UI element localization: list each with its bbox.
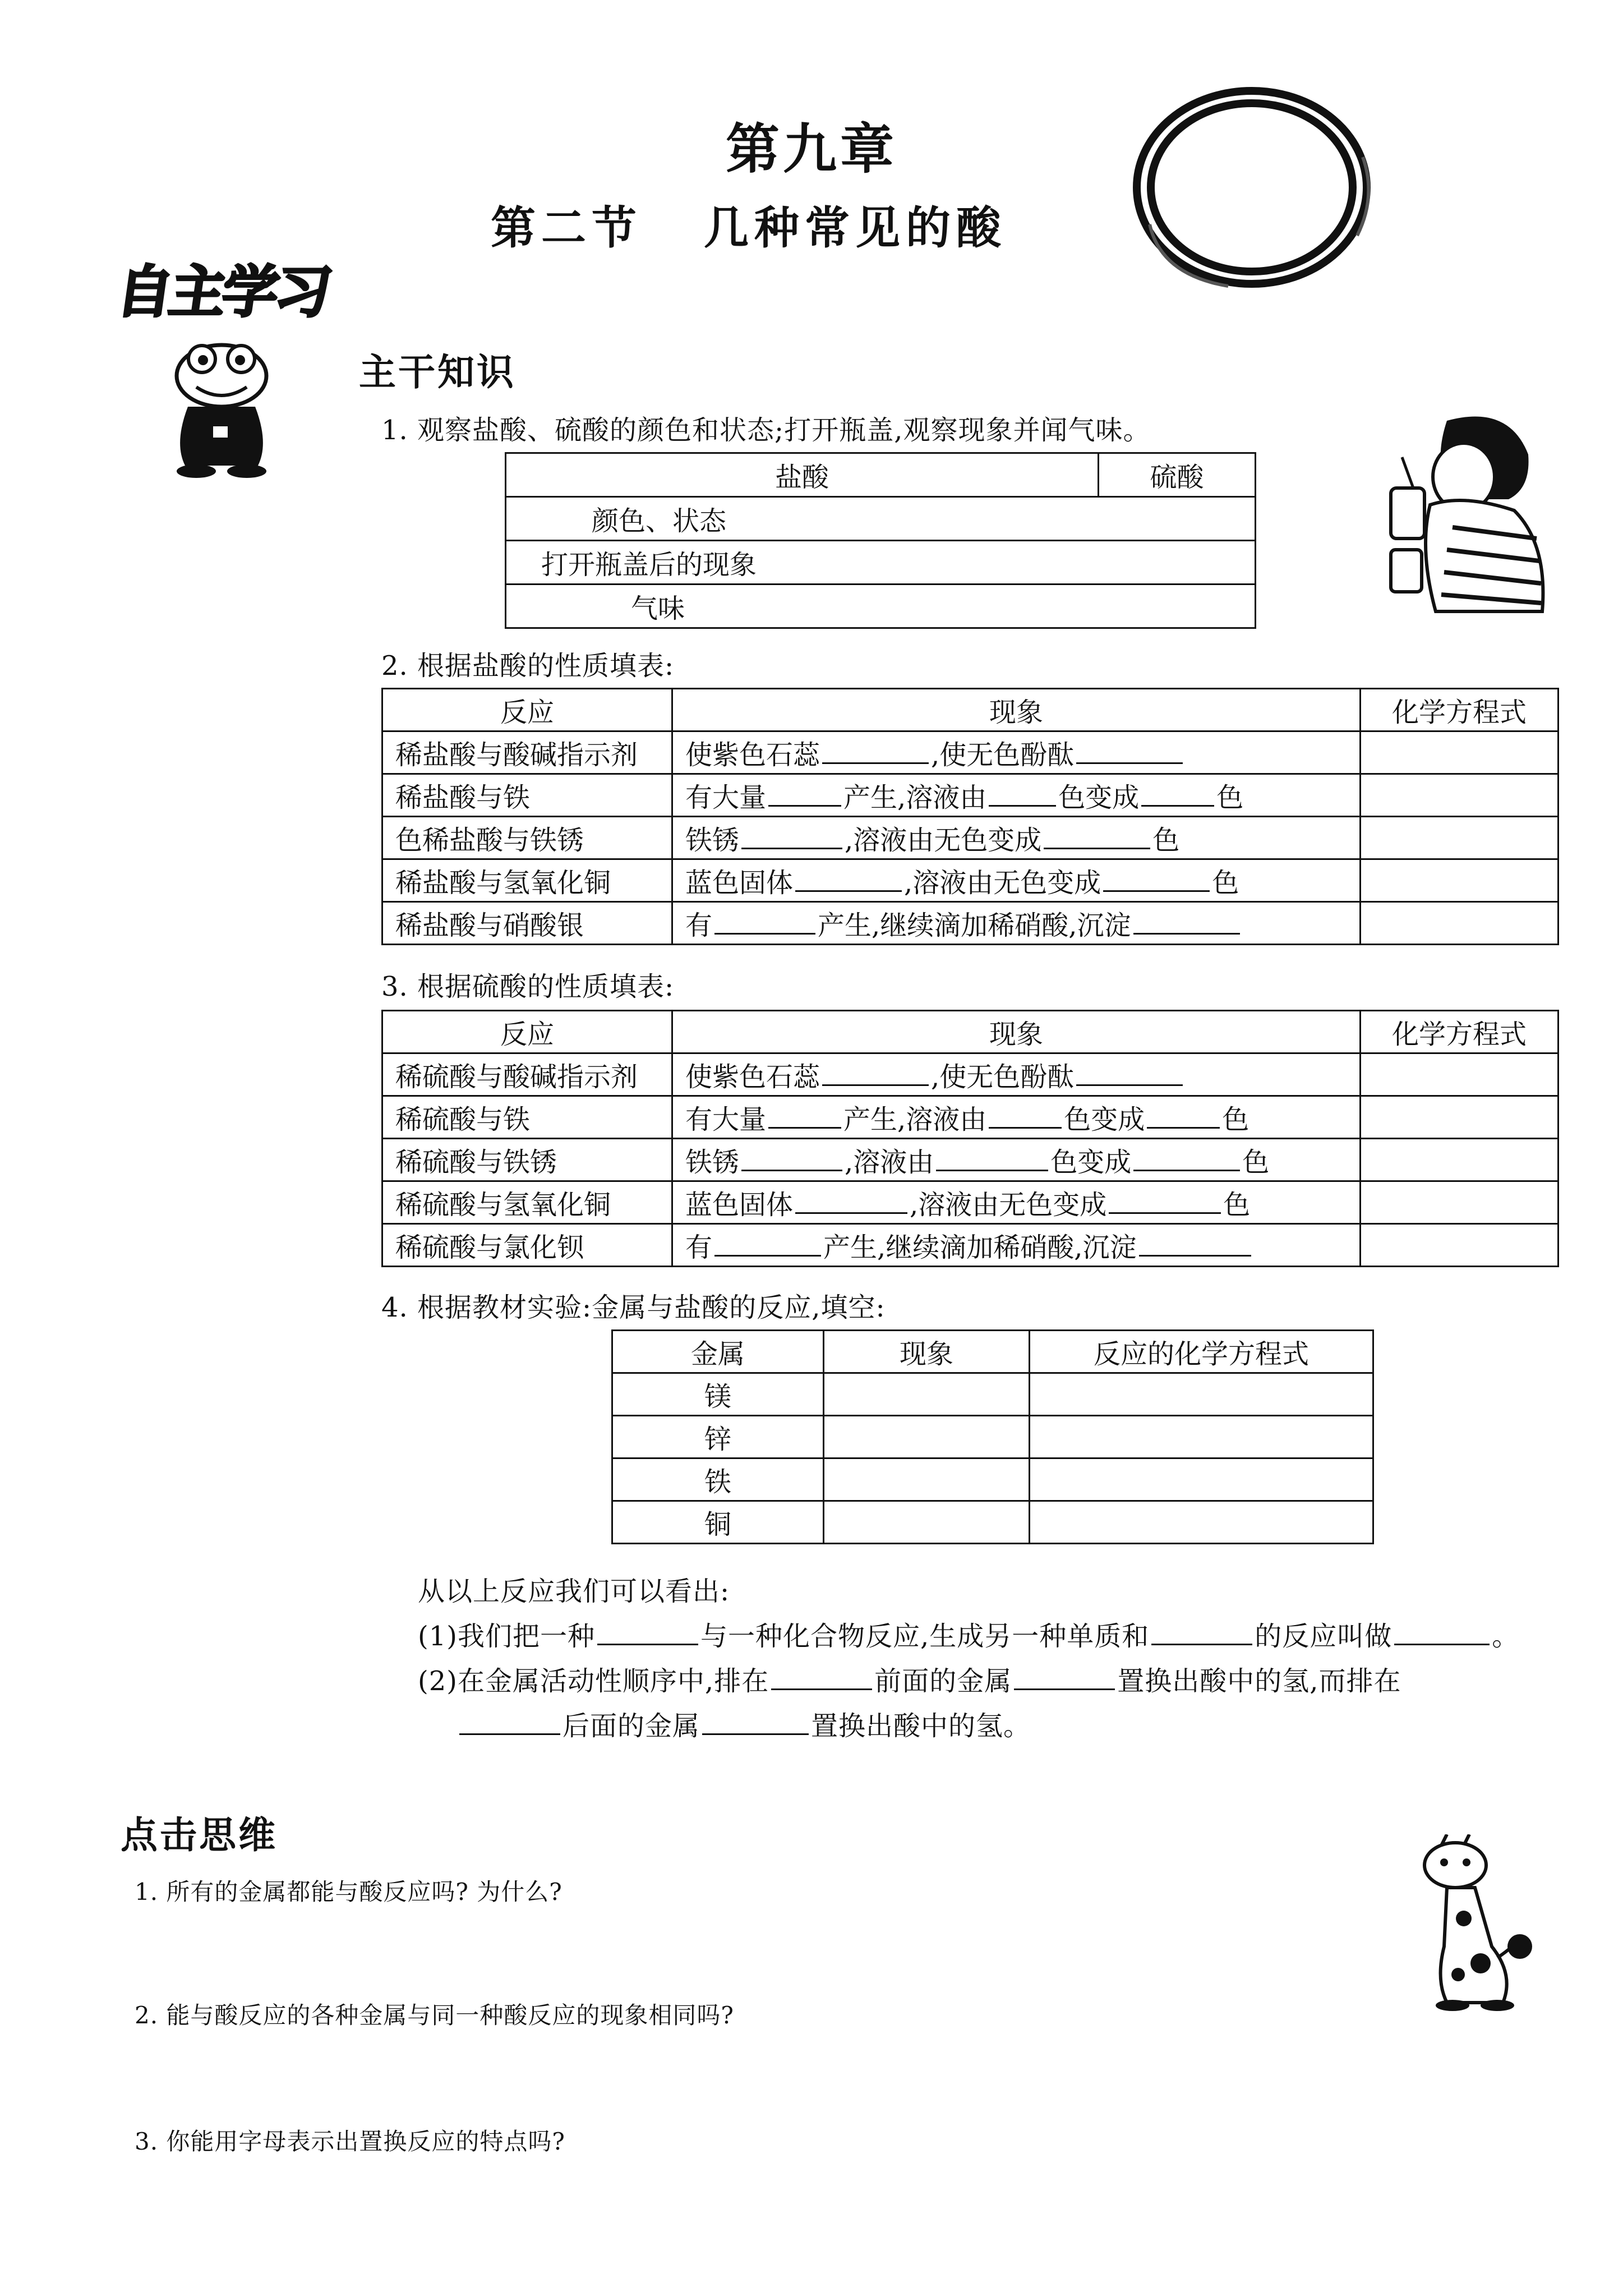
q4-col-phenomenon: 现象 — [824, 1331, 1030, 1373]
thinking-question: 2. 能与酸反应的各种金属与同一种酸反应的现象相同吗? — [135, 2001, 734, 2029]
q1-col-header: 盐酸 — [506, 453, 1099, 497]
text: 有大量 — [685, 1104, 767, 1135]
text: 前面的金属 — [874, 1665, 1012, 1697]
blank[interactable] — [714, 907, 815, 935]
text: 铁锈 — [685, 1147, 740, 1178]
text: 色 — [1152, 825, 1180, 856]
text: 铁锈 — [685, 825, 740, 856]
text: 蓝色固体 — [685, 867, 794, 899]
q3-col-reaction: 反应 — [382, 1011, 672, 1053]
text: ,溶液由 — [845, 1147, 934, 1178]
text: (1)我们把一种 — [418, 1621, 595, 1652]
q2-row-equation[interactable] — [1361, 859, 1559, 902]
q3-col-equation: 化学方程式 — [1361, 1011, 1559, 1053]
text: ,溶液由无色变成 — [910, 1189, 1107, 1221]
q3-row-reaction: 稀硫酸与氢氧化铜 — [382, 1181, 672, 1224]
text: 产生,溶液由 — [843, 782, 987, 813]
text: 置换出酸中的氢,而排在 — [1117, 1665, 1401, 1697]
text: 色变成 — [1050, 1147, 1132, 1178]
q2-row-reaction: 稀盐酸与硝酸银 — [382, 902, 672, 945]
q1-row[interactable] — [506, 541, 1256, 585]
q2-row-phenomenon[interactable] — [672, 817, 1361, 859]
q4-phenomenon-cell[interactable] — [824, 1373, 1030, 1416]
q3-row-phenomenon[interactable] — [672, 1053, 1361, 1096]
blank[interactable] — [1133, 907, 1240, 935]
text: 色 — [1222, 1104, 1249, 1135]
q2-row-equation[interactable] — [1361, 731, 1559, 774]
q4-metal: 铜 — [612, 1501, 824, 1544]
q4-equation-cell[interactable] — [1030, 1416, 1373, 1458]
q2-row-phenomenon[interactable] — [672, 902, 1361, 945]
q3-row-phenomenon[interactable] — [672, 1096, 1361, 1139]
q2-row-reaction: 色稀盐酸与铁锈 — [382, 817, 672, 859]
text: 色 — [1212, 867, 1239, 899]
frog-icon — [163, 337, 280, 482]
q2-row-phenomenon[interactable] — [672, 731, 1361, 774]
blank[interactable] — [1014, 1663, 1115, 1690]
q2-col-reaction: 反应 — [382, 689, 672, 731]
blank[interactable] — [989, 779, 1056, 807]
conclusion-line-1 — [418, 1614, 1519, 1653]
q4-equation-cell[interactable] — [1030, 1373, 1373, 1416]
text: 与一种化合物反应,生成另一种单质和 — [700, 1621, 1150, 1652]
giraffe-icon — [1402, 1834, 1537, 2014]
blank[interactable] — [702, 1708, 809, 1735]
blank[interactable] — [989, 1101, 1062, 1129]
blank[interactable] — [822, 1059, 929, 1086]
q1-row[interactable] — [506, 585, 1256, 628]
q4-table — [611, 1329, 1374, 1544]
blank[interactable] — [1141, 779, 1214, 807]
q2-prompt: 2. 根据盐酸的性质填表: — [381, 650, 675, 682]
text: 。 — [1492, 1621, 1520, 1652]
q4-prompt: 4. 根据教材实验:金属与盐酸的反应,填空: — [381, 1292, 886, 1323]
thinking-heading: 点击思维 — [121, 1814, 278, 1857]
q2-row-reaction: 稀盐酸与酸碱指示剂 — [382, 731, 672, 774]
text: (2)在金属活动性顺序中,排在 — [418, 1665, 769, 1697]
text: 置换出酸中的氢。 — [811, 1710, 1031, 1742]
q1-table — [505, 452, 1256, 629]
blank[interactable] — [741, 822, 842, 849]
blank[interactable] — [1139, 1229, 1251, 1257]
text: 有 — [685, 1232, 713, 1263]
q3-col-phenomenon: 现象 — [672, 1011, 1361, 1053]
q3-row-equation[interactable] — [1361, 1181, 1559, 1224]
q2-row-phenomenon[interactable] — [672, 859, 1361, 902]
text: 产生,溶液由 — [843, 1104, 987, 1135]
blank[interactable] — [936, 1144, 1048, 1171]
text: 色 — [1223, 1189, 1251, 1221]
q4-col-metal: 金属 — [612, 1331, 824, 1373]
q4-phenomenon-cell[interactable] — [824, 1458, 1030, 1501]
blank[interactable] — [1151, 1618, 1252, 1645]
q3-row-reaction: 稀硫酸与铁 — [382, 1096, 672, 1139]
q1-col-header: 硫酸 — [1099, 453, 1256, 497]
conclusion-intro: 从以上反应我们可以看出: — [418, 1576, 730, 1607]
blank[interactable] — [459, 1708, 560, 1735]
q4-equation-cell[interactable] — [1030, 1501, 1373, 1544]
section-number: 第二节 — [491, 201, 642, 254]
conclusion-line-2 — [418, 1659, 1401, 1698]
blank[interactable] — [768, 779, 841, 807]
text: 后面的金属 — [562, 1710, 700, 1742]
blank[interactable] — [1103, 864, 1210, 892]
blank[interactable] — [1394, 1618, 1490, 1645]
text: ,溶液由无色变成 — [904, 867, 1101, 899]
text: 蓝色固体 — [685, 1189, 794, 1221]
main-knowledge-heading: 主干知识 — [359, 351, 516, 394]
text: ,使无色酚酞 — [931, 1061, 1075, 1093]
text: 色变成 — [1064, 1104, 1145, 1135]
circle-emblem-icon — [1127, 84, 1380, 297]
q3-row-equation[interactable] — [1361, 1224, 1559, 1267]
q1-row-label: 颜色、状态 — [592, 505, 727, 537]
q3-row-reaction: 稀硫酸与氯化钡 — [382, 1224, 672, 1267]
q2-row-phenomenon[interactable] — [672, 774, 1361, 817]
blank[interactable] — [822, 737, 929, 764]
text: 的反应叫做 — [1255, 1621, 1393, 1652]
q4-metal: 铁 — [612, 1458, 824, 1501]
blank[interactable] — [714, 1229, 821, 1257]
q3-row-phenomenon[interactable] — [672, 1181, 1361, 1224]
q4-phenomenon-cell[interactable] — [824, 1501, 1030, 1544]
thinking-question: 3. 你能用字母表示出置换反应的特点吗? — [135, 2128, 565, 2155]
q2-row-equation[interactable] — [1361, 902, 1559, 945]
text: 使紫色石蕊 — [685, 739, 820, 771]
q4-col-equation: 反应的化学方程式 — [1030, 1331, 1373, 1373]
q3-row-equation[interactable] — [1361, 1096, 1559, 1139]
q1-row[interactable] — [506, 497, 1256, 541]
self-study-banner: 自主学习 — [112, 259, 333, 325]
q4-equation-cell[interactable] — [1030, 1458, 1373, 1501]
q3-row-reaction: 稀硫酸与铁锈 — [382, 1139, 672, 1181]
blank[interactable] — [771, 1663, 872, 1690]
q1-row-label: 气味 — [631, 593, 685, 624]
text: 产生,继续滴加稀硝酸,沉淀 — [818, 910, 1131, 941]
chapter-title: 第九章 — [726, 118, 897, 181]
text: ,使无色酚酞 — [931, 739, 1075, 771]
text: ,溶液由无色变成 — [845, 825, 1042, 856]
blank[interactable] — [597, 1618, 698, 1645]
q3-prompt: 3. 根据硫酸的性质填表: — [381, 971, 675, 1002]
q3-row-equation[interactable] — [1361, 1053, 1559, 1096]
text: 色 — [1242, 1147, 1270, 1178]
blank[interactable] — [1044, 822, 1150, 849]
q4-metal: 镁 — [612, 1373, 824, 1416]
q4-metal: 锌 — [612, 1416, 824, 1458]
section-name: 几种常见的酸 — [704, 201, 1007, 254]
boy-drinking-icon — [1368, 404, 1553, 617]
text: 产生,继续滴加稀硝酸,沉淀 — [823, 1232, 1137, 1263]
conclusion-line-3 — [457, 1704, 1031, 1743]
text: 使紫色石蕊 — [685, 1061, 820, 1093]
blank[interactable] — [1133, 1144, 1240, 1171]
blank[interactable] — [1109, 1186, 1221, 1214]
q2-row-equation[interactable] — [1361, 817, 1559, 859]
blank[interactable] — [1147, 1101, 1220, 1129]
blank[interactable] — [768, 1101, 841, 1129]
blank[interactable] — [741, 1144, 842, 1171]
blank[interactable] — [795, 864, 902, 892]
q4-phenomenon-cell[interactable] — [824, 1416, 1030, 1458]
q2-row-reaction: 稀盐酸与铁 — [382, 774, 672, 817]
q3-table — [381, 1010, 1559, 1267]
thinking-question: 1. 所有的金属都能与酸反应吗? 为什么? — [135, 1878, 562, 1906]
text: 有 — [685, 910, 713, 941]
q2-col-equation: 化学方程式 — [1361, 689, 1559, 731]
blank[interactable] — [1076, 737, 1183, 764]
q1-prompt: 1. 观察盐酸、硫酸的颜色和状态;打开瓶盖,观察现象并闻气味。 — [381, 415, 1151, 446]
blank[interactable] — [1076, 1059, 1183, 1086]
blank[interactable] — [795, 1186, 907, 1214]
q2-col-phenomenon: 现象 — [672, 689, 1361, 731]
q3-row-phenomenon[interactable] — [672, 1224, 1361, 1267]
text: 色变成 — [1058, 782, 1140, 813]
q3-row-phenomenon[interactable] — [672, 1139, 1361, 1181]
q3-row-reaction: 稀硫酸与酸碱指示剂 — [382, 1053, 672, 1096]
q1-row-label: 打开瓶盖后的现象 — [541, 549, 757, 581]
q3-row-equation[interactable] — [1361, 1139, 1559, 1181]
q2-table — [381, 688, 1559, 945]
text: 色 — [1216, 782, 1244, 813]
q2-row-equation[interactable] — [1361, 774, 1559, 817]
q2-row-reaction: 稀盐酸与氢氧化铜 — [382, 859, 672, 902]
text: 有大量 — [685, 782, 767, 813]
